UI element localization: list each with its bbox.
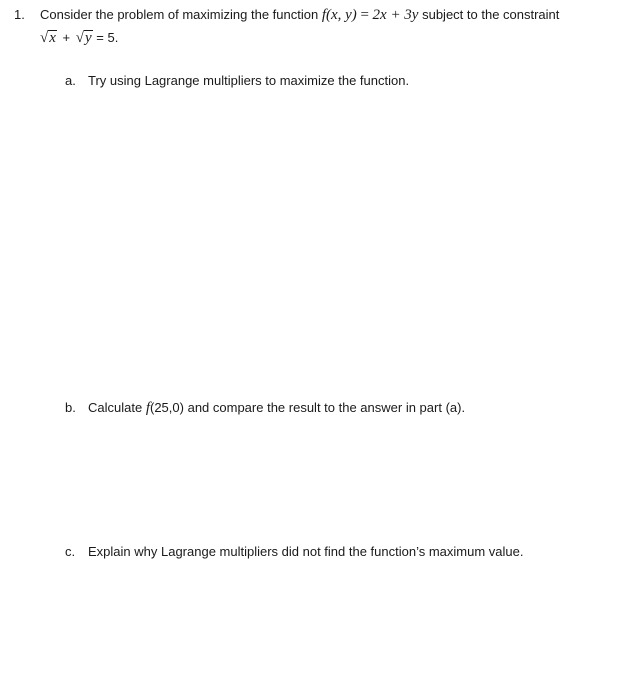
part-c-label: c. [65,544,76,559]
sqrt-y [76,29,93,47]
part-a-label: a. [65,73,76,88]
problem-number: 1. [14,7,25,22]
part-b-math: f [145,400,150,416]
radical-icon: √ [40,30,49,46]
problem-intro: Consider the problem of maximizing the function [40,7,319,22]
part-a-text: Try using Lagrange multipliers to maximize the function. [88,73,410,88]
constraint [40,29,118,47]
part-b-label: b. [65,400,76,415]
constraint-plus: + [62,30,71,45]
part-b [65,399,465,417]
problem-intro-suffix: subject to the constraint [422,7,560,22]
part-b-text-before: Calculate [88,400,143,415]
function-rhs: 2x + 3y [372,7,419,23]
radical-icon: √ [75,30,84,46]
problem-header [14,6,559,24]
constraint-rhs: = 5. [96,30,119,45]
sqrt-y-arg: y [84,30,92,46]
part-c [65,543,524,561]
part-c-text: Explain why Lagrange multipliers did not find the function’s maximum value. [88,544,524,559]
function-lhs: f(x, y) [321,7,357,23]
part-b-math-arg: (25,0) [150,400,184,415]
part-a [65,72,409,90]
part-b-text-after: and compare the result to the answer in part (a). [187,400,466,415]
sqrt-x [40,29,57,47]
sqrt-x-arg: x [49,30,56,46]
equals-sign: = [360,7,369,23]
